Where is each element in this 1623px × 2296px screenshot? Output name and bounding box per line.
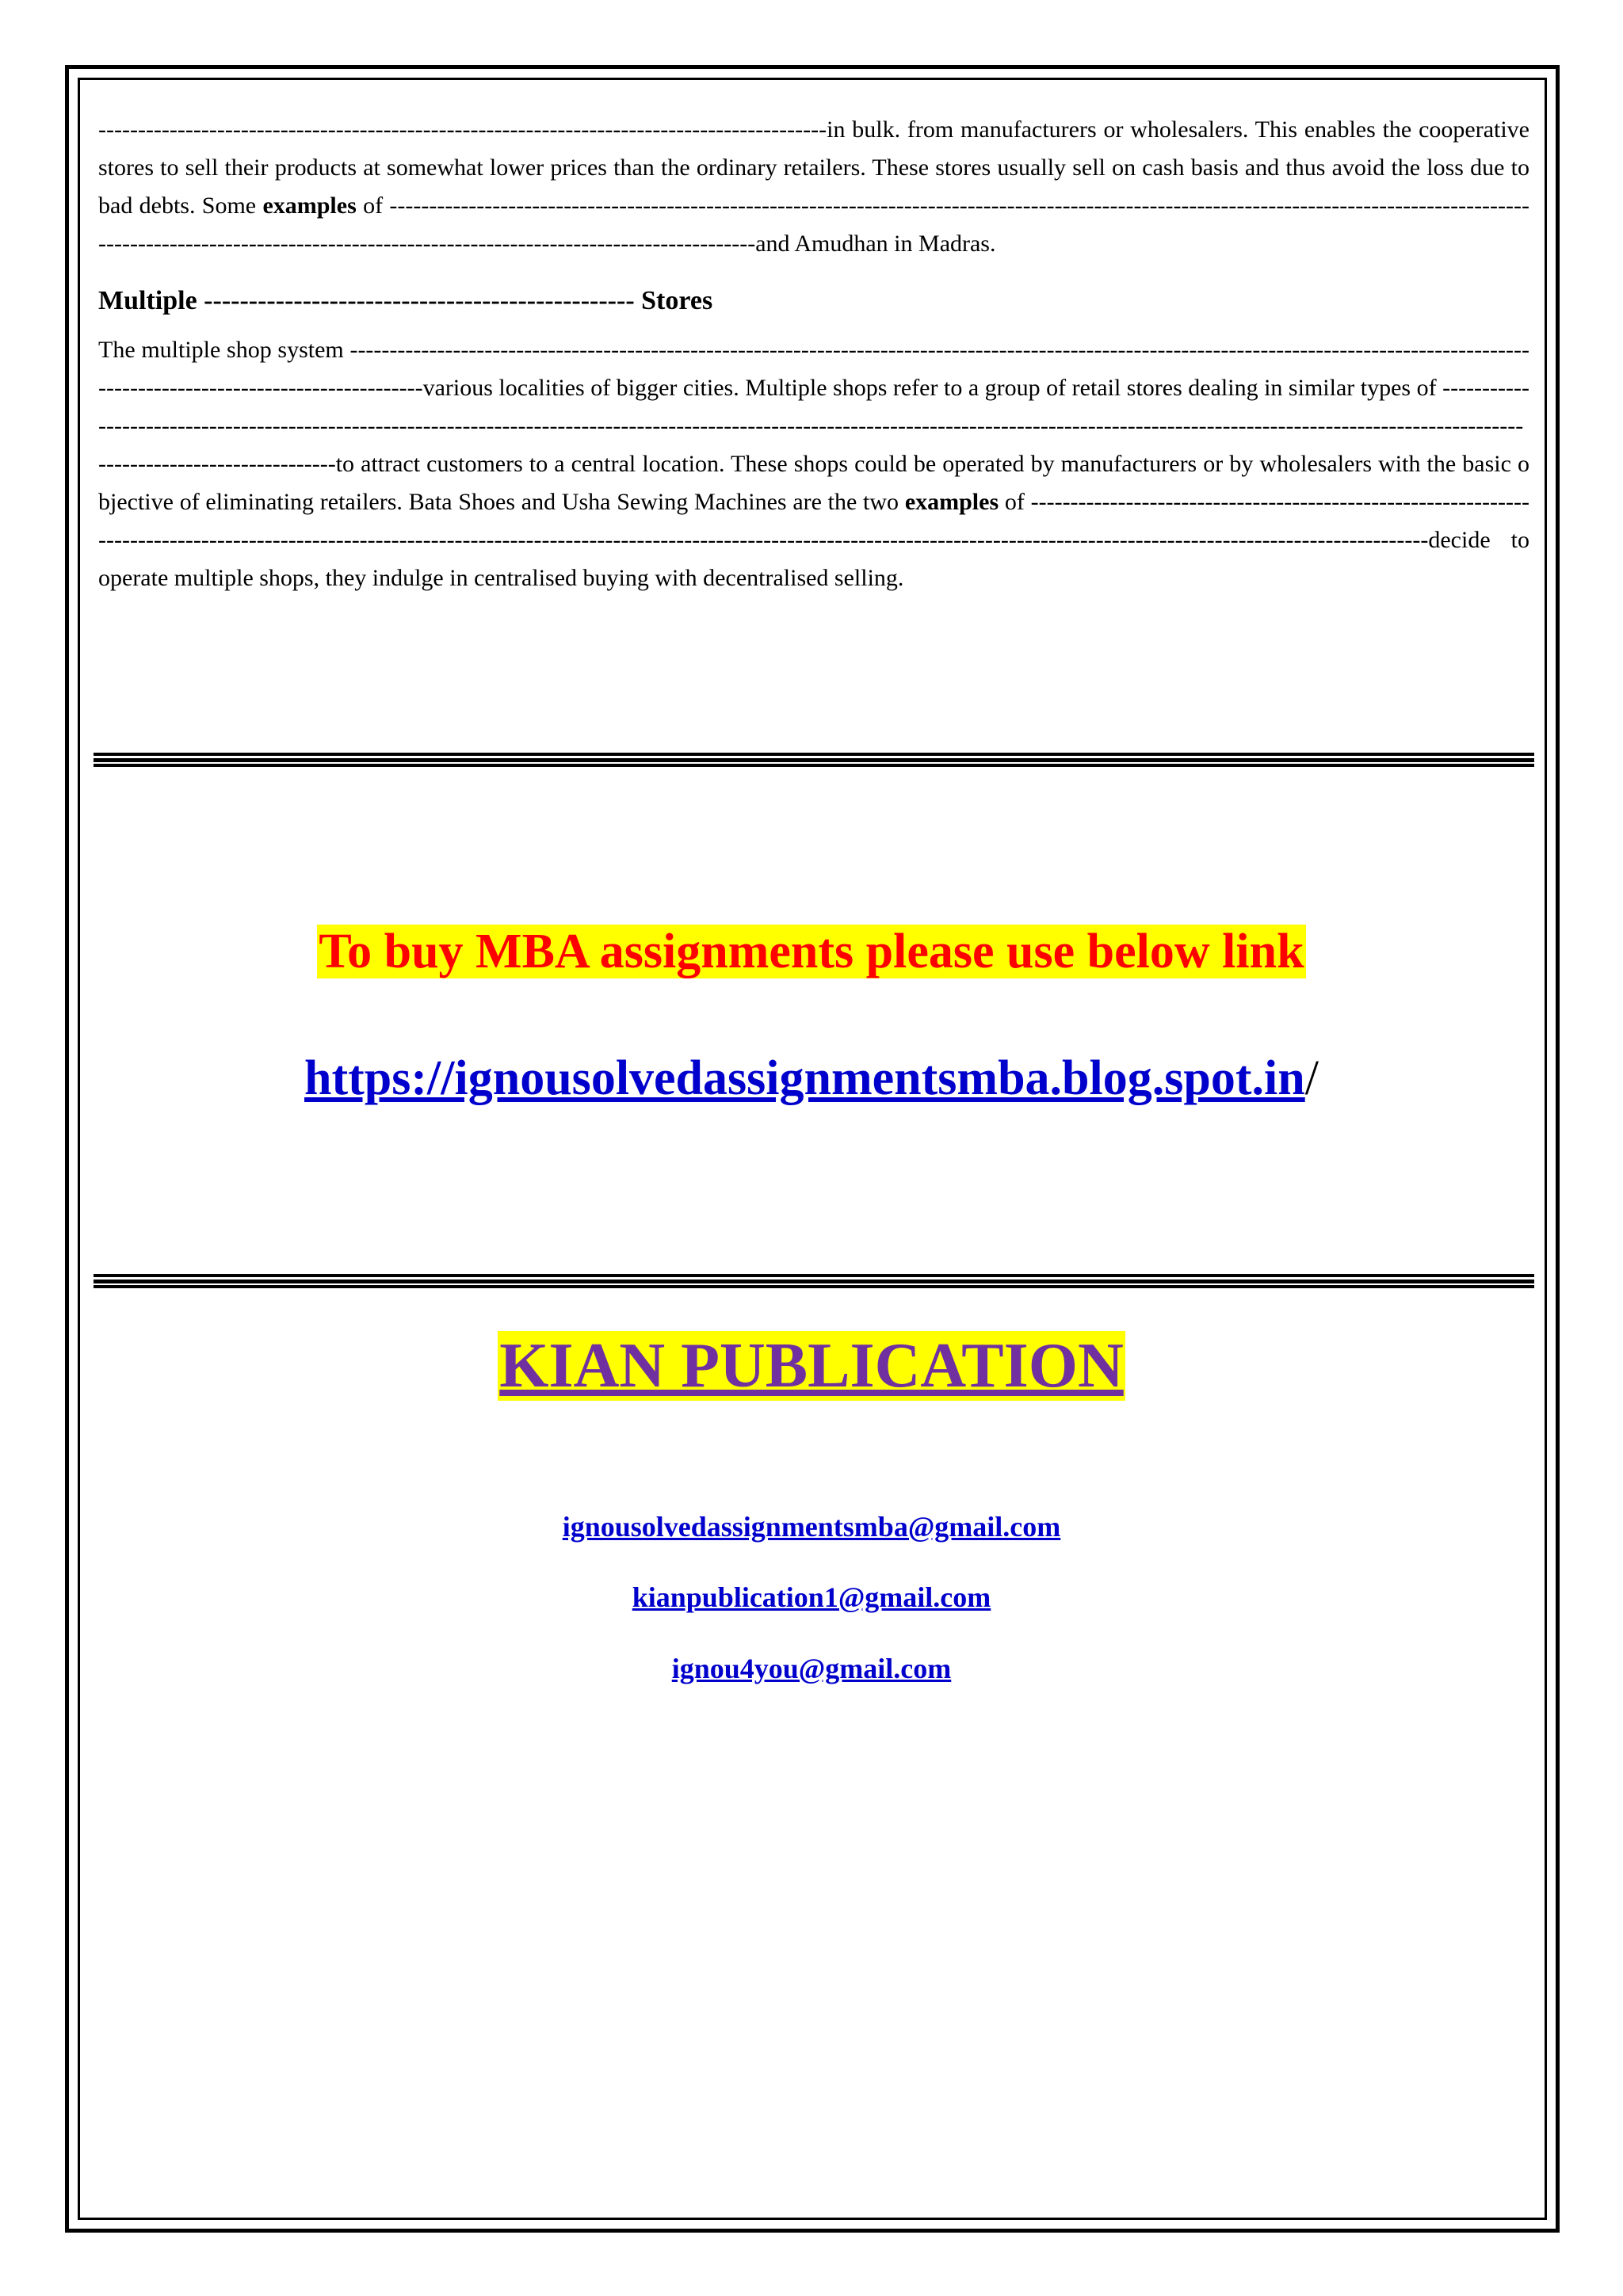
email-row xyxy=(0,1510,1623,1543)
promo-title: To buy MBA assignments please use below link xyxy=(319,925,1304,978)
blank-dashes: ----------------------------------------------------------------------------------------------------------------------------------------------------------------------------------------------------------------------------------- xyxy=(98,193,1529,257)
document-body xyxy=(98,111,1529,597)
blog-link[interactable]: https://ignousolvedassignmentsmba.blog.spot.in xyxy=(304,1051,1305,1105)
text-run: of xyxy=(999,489,1031,515)
blank-dashes: -------------------------------------------------------------------------------------------- xyxy=(98,116,827,143)
paragraph-multiple-shop-system xyxy=(98,331,1529,597)
triple-line-divider xyxy=(94,1274,1534,1288)
triple-line-divider xyxy=(94,753,1534,767)
heading-word: Multiple xyxy=(98,286,197,315)
publisher-name: KIAN PUBLICATION xyxy=(499,1331,1124,1401)
email-row xyxy=(0,1581,1623,1614)
bold-text: examples xyxy=(262,193,357,219)
text-run: of xyxy=(356,193,390,219)
blank-dashes: ---------------------------------------------------------------------------------------------------------------------------------------------------------------------------------------------- xyxy=(98,337,1529,401)
text-run: various localities of bigger cities. Multiple shops refer to a group of retail stores dealing in similar types of xyxy=(422,375,1443,401)
publisher-banner xyxy=(0,1328,1623,1404)
text-run: decide to operate multiple shops, they indulge in centralised buying with decentralised selling. xyxy=(98,527,1529,591)
section-heading-multiple-stores xyxy=(98,284,1529,318)
email-link[interactable]: kianpublication1@gmail.com xyxy=(632,1581,991,1613)
text-run: to attract customers to a central location. These shops could be operated by manufacturers or by wholesalers with the basic objective of eliminating retailers. Bata Shoes and Usha Sewing Machines are the two xyxy=(98,451,1529,515)
text-run: The multiple shop system xyxy=(98,337,350,363)
bold-text: examples xyxy=(904,489,999,515)
email-link[interactable]: ignou4you@gmail.com xyxy=(671,1653,952,1684)
text-run: and Amudhan in Madras. xyxy=(755,231,996,257)
email-row xyxy=(0,1652,1623,1685)
paragraph-cooperative-stores xyxy=(98,111,1529,263)
blank-dashes: ----------------------------------------------------------------------------------------------------------------------------------------------------------------------------------------------------------------------------- xyxy=(98,375,1529,477)
promo-heading xyxy=(0,922,1623,981)
link-slash: / xyxy=(1304,1051,1319,1105)
blank-dashes: --------------------------------------------------------------------------------------------------------------------------------------------------------------------------------------------------------------------------------------- xyxy=(98,489,1529,553)
heading-word: Stores xyxy=(641,286,713,315)
email-link[interactable]: ignousolvedassignmentsmba@gmail.com xyxy=(562,1511,1061,1543)
promo-link-row xyxy=(0,1051,1623,1107)
text-run: in bulk. from manufacturers or wholesalers. This enables the cooperative stores to sell their products at somewhat lower prices than the ordinary retailers. These stores usually sell on cash basis and thus avoid the loss due to bad debts. Some xyxy=(98,116,1529,219)
heading-dashes: ------------------------------------------------ xyxy=(204,286,635,315)
